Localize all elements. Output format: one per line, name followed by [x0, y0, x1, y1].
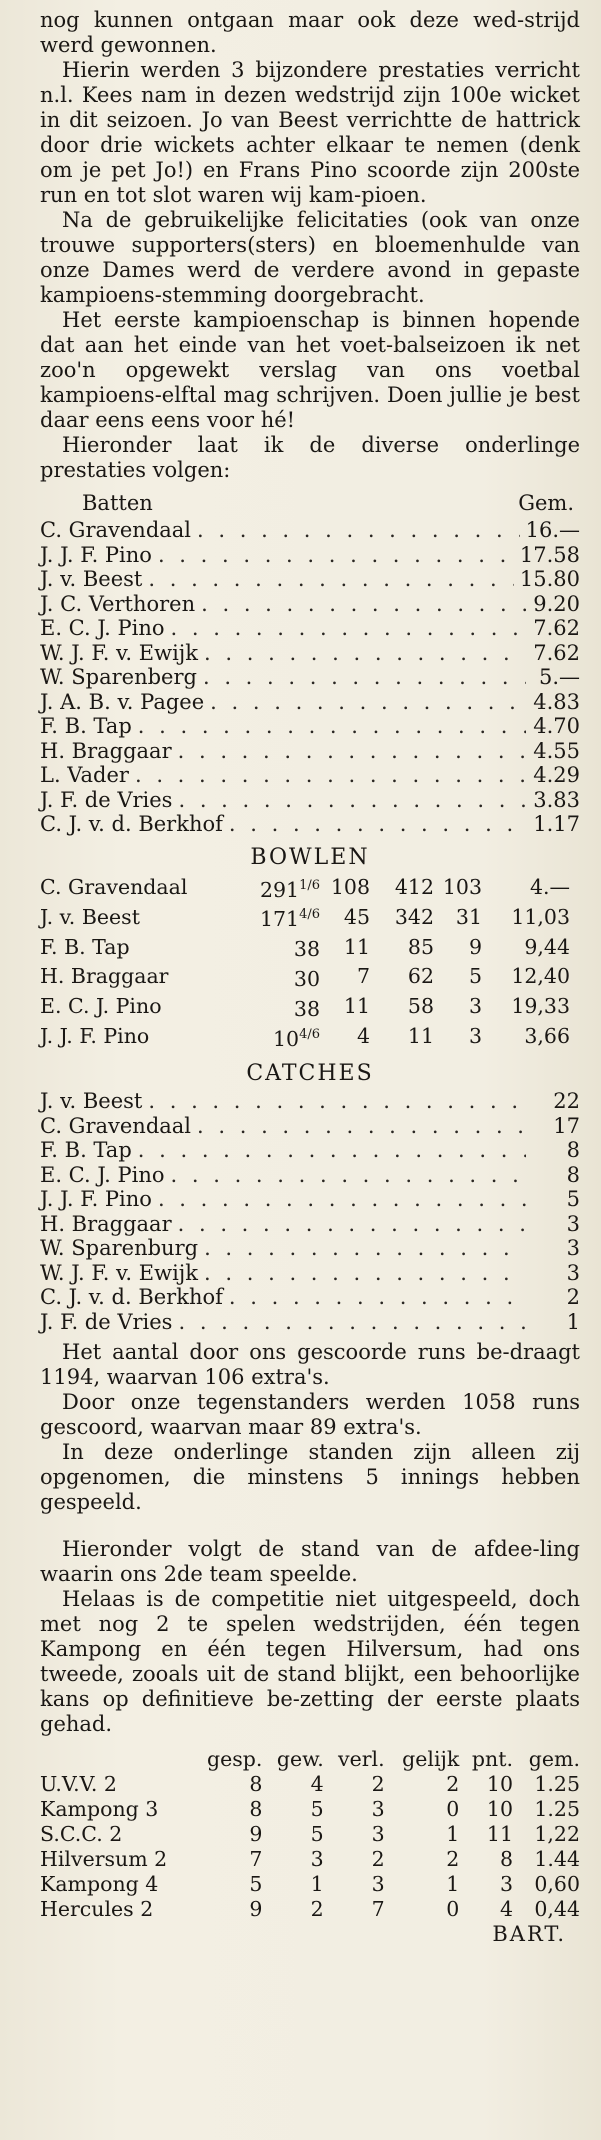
standings-cell: 1.25: [534, 1772, 580, 1797]
leader-dots: [197, 518, 520, 543]
batting-average: 9.20: [533, 591, 580, 616]
batting-average: 4.55: [533, 738, 580, 763]
batting-average: 5.—: [538, 665, 580, 689]
catch-count: 8: [566, 1162, 580, 1187]
batting-row: [40, 690, 580, 715]
overs: 38: [293, 936, 320, 961]
standings-cell: 4: [499, 1897, 514, 1922]
bowling-average: 9,44: [524, 934, 570, 959]
bowling-average: 12,40: [511, 964, 570, 989]
batting-header-right: Gem.: [518, 491, 574, 515]
intro-paragraph-3: Na de gebruikelijke felicitaties (ook van onze trouwe supporters(sters) en bloemenhulde van onze Dames werd de verdere avond in gepaste kampioens-stemming doorgebracht.: [40, 208, 580, 307]
maidens: 11: [343, 994, 370, 1019]
catch-count: 22: [553, 1089, 580, 1114]
article-column: [40, 8, 580, 1947]
player-name: H. Braggaar: [40, 964, 169, 989]
standings-row: [40, 1897, 580, 1922]
batting-average: 4.29: [533, 763, 580, 787]
standings-header: gesp.: [207, 1747, 263, 1772]
standings-cell: 1: [446, 1872, 460, 1897]
batting-average: 7.62: [533, 640, 580, 665]
overs-fraction: 4/6: [299, 1026, 320, 1042]
standings-cell: 0,44: [534, 1897, 580, 1922]
leader-dots: [148, 567, 514, 592]
overs: 171: [259, 907, 300, 932]
signature: BART.: [492, 1922, 566, 1947]
standings-cell: 7: [371, 1897, 385, 1922]
catch-count: 3: [566, 1211, 580, 1236]
standings-cell: 0: [446, 1897, 460, 1922]
player-name: J. J. F. Pino: [40, 1024, 150, 1049]
batting-row: [40, 739, 580, 764]
leader-dots: [204, 1261, 526, 1286]
overs-fraction: 4/6: [299, 907, 320, 923]
player-name: J. C. Verthoren: [40, 591, 196, 616]
batting-row: [40, 812, 580, 837]
summary-paragraph-2: Door onze tegenstanders werden 1058 runs gescoord, waarvan maar 89 extra's.: [40, 1390, 580, 1440]
standings-cell: 1.44: [534, 1847, 580, 1872]
standings-cell: 1: [446, 1822, 460, 1847]
wickets: 103: [442, 874, 482, 899]
player-name: E. C. J. Pino: [40, 1162, 165, 1187]
standings-cell: 3: [499, 1872, 514, 1897]
standings-table: [40, 1747, 580, 1922]
standings-cell: 5: [310, 1797, 324, 1822]
player-name: H. Braggaar: [40, 1211, 172, 1236]
catches-row: [40, 1310, 580, 1335]
catch-count: 3: [566, 1260, 580, 1285]
batting-list: [40, 518, 580, 837]
overs-cell: [238, 1022, 320, 1052]
player-name: W. Sparenburg: [40, 1236, 199, 1261]
standings-cell: 2: [446, 1772, 460, 1797]
player-name: W. Sparenberg: [40, 665, 197, 689]
leader-dots: [148, 1089, 526, 1114]
player-name: L. Vader: [40, 763, 129, 787]
player-name: J. v. Beest: [40, 567, 143, 591]
standings-cell: 11: [486, 1822, 514, 1847]
second-team-paragraph-1: Hieronder volgt de stand van de afdee-ling waarin ons 2de team speelde.: [40, 1537, 580, 1587]
standings-cell: 3: [371, 1872, 385, 1897]
batting-row: [40, 665, 580, 690]
batting-average: 17.58: [519, 542, 580, 567]
bowling-row: [40, 992, 570, 1022]
batting-row: [40, 543, 580, 568]
player-name: E. C. J. Pino: [40, 994, 162, 1019]
catch-count: 3: [566, 1236, 580, 1261]
leader-dots: [178, 788, 526, 813]
batting-average: 4.83: [533, 689, 580, 714]
leader-dots: [171, 616, 526, 641]
bowling-average: 19,33: [511, 994, 570, 1019]
standings-cell: 1,22: [534, 1822, 580, 1847]
bowling-title: BOWLEN: [250, 844, 370, 870]
leader-dots: [210, 690, 526, 715]
bowling-row: [40, 902, 570, 932]
standings-row: [40, 1847, 580, 1872]
overs-cell: [238, 932, 320, 962]
maidens: 45: [343, 904, 370, 929]
overs-cell: [238, 873, 320, 903]
runs: 11: [407, 1024, 434, 1049]
team-name: Hercules 2: [40, 1897, 154, 1922]
overs: 30: [293, 966, 320, 991]
runs: 342: [394, 904, 434, 929]
batting-row: [40, 567, 580, 592]
batting-header-left: Batten: [82, 491, 153, 515]
runs: 412: [394, 874, 434, 899]
leader-dots: [158, 1187, 526, 1212]
team-name: Kampong 4: [40, 1872, 159, 1897]
summary-paragraph-3: In deze onderlinge standen zijn alleen zij opgenomen, die minstens 5 innings hebben gespeeld.: [40, 1440, 580, 1515]
standings-row: [40, 1772, 580, 1797]
leader-dots: [201, 592, 526, 617]
batting-row: [40, 641, 580, 666]
leader-dots: [197, 1114, 526, 1139]
leader-dots: [204, 641, 526, 666]
standings-cell: 10: [486, 1772, 514, 1797]
player-name: C. J. v. d. Berkhof: [40, 812, 223, 836]
bowling-row: [40, 1022, 570, 1052]
standings-cell: 3: [371, 1822, 385, 1847]
standings-cell: 8: [499, 1847, 514, 1872]
intro-paragraph-2: Hierin werden 3 bijzondere prestaties verricht n.l. Kees nam in dezen wedstrijd zijn 100e wicket in dit seizoen. Jo van Beest verrichtte de hattrick door drie wickets achter elkaar te nemen (denk om je pet Jo!) en Frans Pino scoorde zijn 200ste run en tot slot waren wij kam-pioen.: [40, 58, 580, 207]
player-name: F. B. Tap: [40, 714, 132, 738]
catches-title: CATCHES: [246, 1061, 374, 1087]
catches-row: [40, 1089, 580, 1114]
player-name: H. Braggaar: [40, 738, 172, 763]
catches-row: [40, 1236, 580, 1261]
leader-dots: [171, 1163, 526, 1188]
leader-dots: [158, 543, 514, 568]
catches-row: [40, 1187, 580, 1212]
second-team-paragraph-2: Helaas is de competitie niet uitgespeeld, doch met nog 2 te spelen wedstrijden, één tegen Kampong en één tegen Hilversum, had ons tweede, zooals uit de stand blijkt, een behoorlijke kans op definitieve be-zetting der eerste plaats gehad.: [40, 1587, 580, 1737]
bowling-average: 3,66: [524, 1024, 570, 1049]
standings-cell: 9: [249, 1822, 263, 1847]
standings-cell: 0: [446, 1797, 460, 1822]
player-name: C. J. v. d. Berkhof: [40, 1285, 223, 1310]
standings-cell: 2: [446, 1847, 460, 1872]
intro-paragraph-4: Het eerste kampioenschap is binnen hopende dat aan het einde van het voet-balseizoen ik net zoo'n opgewekt verslag van ons voetbal kampioens-elftal mag schrijven. Doen jullie je best daar eens eens voor hé!: [40, 308, 580, 432]
overs-cell: [238, 992, 320, 1022]
catch-count: 17: [553, 1113, 580, 1138]
maidens: 4: [356, 1024, 370, 1049]
standings-cell: 8: [249, 1772, 263, 1797]
summary-paragraph-1: Het aantal door ons gescoorde runs be-draagt 1194, waarvan 106 extra's.: [40, 1340, 580, 1390]
catch-count: 1: [566, 1309, 580, 1334]
standings-cell: 5: [249, 1872, 263, 1897]
leader-dots: [178, 739, 526, 764]
overs: 291: [259, 877, 300, 902]
intro-paragraph-5: Hieronder laat ik de diverse onderlinge prestaties volgen:: [40, 433, 580, 482]
catches-row: [40, 1114, 580, 1139]
standings-row: [40, 1822, 580, 1847]
maidens: 11: [343, 934, 370, 959]
batting-header: [40, 491, 580, 518]
player-name: J. v. Beest: [40, 1089, 143, 1114]
player-name: C. Gravendaal: [40, 874, 188, 899]
wickets: 5: [468, 964, 482, 989]
leader-dots: [229, 1285, 526, 1310]
runs: 62: [407, 964, 434, 989]
standings-cell: 9: [249, 1897, 263, 1922]
catches-row: [40, 1261, 580, 1286]
standings-row: [40, 1872, 580, 1897]
standings-header: verl.: [338, 1747, 385, 1772]
player-name: J. A. B. v. Pagee: [40, 689, 205, 714]
standings-cell: 5: [310, 1822, 324, 1847]
catch-count: 5: [566, 1187, 580, 1212]
standings-cell: 10: [486, 1797, 514, 1822]
leader-dots: [203, 665, 526, 690]
player-name: C. Gravendaal: [40, 1113, 192, 1138]
standings-header: gelijk: [402, 1747, 460, 1772]
standings-cell: 2: [371, 1847, 385, 1872]
standings-header: pnt.: [471, 1747, 514, 1772]
standings-cell: 1: [310, 1872, 324, 1897]
wickets: 9: [468, 934, 482, 959]
batting-row: [40, 763, 580, 788]
bowling-average: 4.—: [529, 874, 570, 899]
player-name: E. C. J. Pino: [40, 616, 165, 640]
standings-cell: 0,60: [534, 1872, 580, 1897]
maidens: 7: [356, 964, 370, 989]
catches-row: [40, 1212, 580, 1237]
bowling-row: [40, 873, 570, 903]
bowling-row: [40, 962, 570, 992]
catches-row: [40, 1285, 580, 1310]
batting-row: [40, 788, 580, 813]
team-name: Kampong 3: [40, 1797, 159, 1822]
batting-row: [40, 518, 580, 543]
bowling-row: [40, 932, 570, 962]
runs: 58: [407, 994, 434, 1019]
standings-header: gew.: [276, 1747, 324, 1772]
team-name: S.C.C. 2: [40, 1822, 123, 1847]
catches-list: [40, 1089, 580, 1334]
standings-cell: 2: [310, 1897, 324, 1922]
batting-average: 16.—: [525, 518, 580, 542]
maidens: 108: [330, 874, 370, 899]
catch-count: 8: [566, 1138, 580, 1163]
player-name: J. F. de Vries: [40, 1309, 173, 1334]
overs-fraction: 1/6: [299, 877, 320, 893]
intro-paragraph-1: nog kunnen ontgaan maar ook deze wed-strijd werd gewonnen.: [40, 8, 580, 57]
catch-count: 2: [566, 1285, 580, 1310]
leader-dots: [135, 763, 526, 788]
wickets: 31: [455, 904, 482, 929]
player-name: F. B. Tap: [40, 1138, 132, 1163]
batting-average: 3.83: [533, 787, 580, 812]
player-name: W. J. F. v. Ewijk: [40, 1260, 199, 1285]
wickets: 3: [468, 1024, 482, 1049]
batting-average: 4.70: [533, 714, 580, 738]
standings-row: [40, 1797, 580, 1822]
overs-cell: [238, 902, 320, 932]
player-name: J. J. F. Pino: [40, 1187, 152, 1212]
catches-row: [40, 1138, 580, 1163]
leader-dots: [229, 812, 526, 837]
player-name: C. Gravendaal: [40, 518, 192, 542]
overs: 38: [293, 996, 320, 1021]
batting-row: [40, 616, 580, 641]
overs-cell: [238, 962, 320, 992]
catches-row: [40, 1163, 580, 1188]
batting-average: 1.17: [533, 812, 580, 836]
leader-dots: [138, 1138, 526, 1163]
team-name: Hilversum 2: [40, 1847, 168, 1872]
player-name: F. B. Tap: [40, 934, 130, 959]
standings-cell: 3: [371, 1797, 385, 1822]
player-name: W. J. F. v. Ewijk: [40, 640, 199, 665]
leader-dots: [178, 1310, 526, 1335]
bowling-table: [40, 873, 570, 1052]
team-name: U.V.V. 2: [40, 1772, 117, 1797]
standings-cell: 4: [310, 1772, 324, 1797]
standings-cell: 3: [310, 1847, 324, 1872]
leader-dots: [204, 1236, 526, 1261]
runs: 85: [407, 934, 434, 959]
standings-cell: 2: [371, 1772, 385, 1797]
player-name: J. v. Beest: [40, 904, 140, 929]
standings-cell: 8: [249, 1797, 263, 1822]
player-name: J. F. de Vries: [40, 787, 173, 812]
standings-cell: 7: [249, 1847, 263, 1872]
bowling-average: 11,03: [511, 904, 570, 929]
batting-average: 7.62: [533, 616, 580, 640]
standings-cell: 1.25: [534, 1797, 580, 1822]
leader-dots: [178, 1212, 526, 1237]
wickets: 3: [468, 994, 482, 1019]
batting-average: 15.80: [519, 567, 580, 591]
player-name: J. J. F. Pino: [40, 542, 152, 567]
standings-header: gem.: [528, 1747, 580, 1772]
batting-row: [40, 714, 580, 739]
batting-row: [40, 592, 580, 617]
overs: 10: [272, 1026, 300, 1051]
leader-dots: [138, 714, 526, 739]
